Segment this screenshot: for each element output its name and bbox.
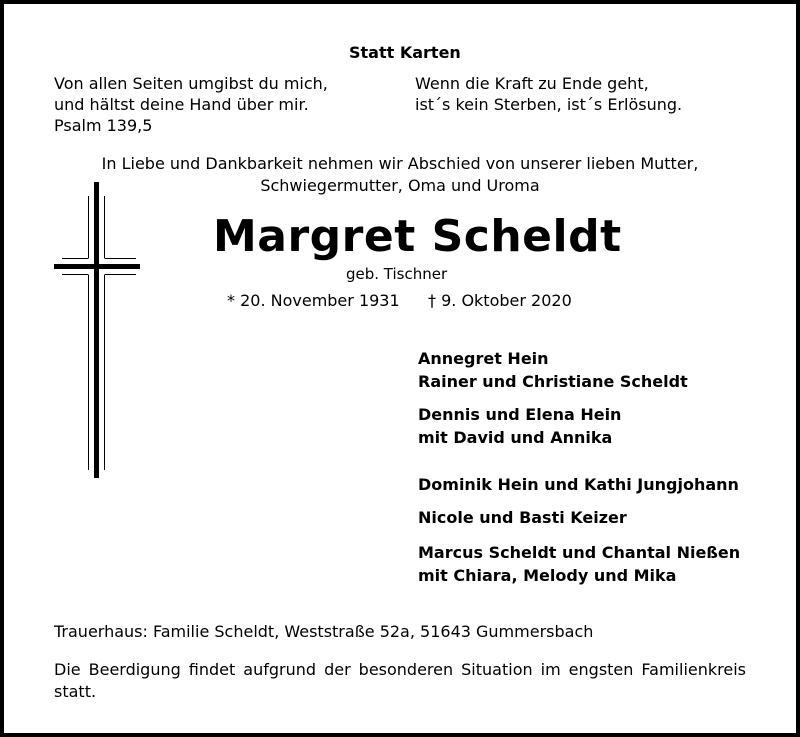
family-line: Dominik Hein und Kathi Jungjohann: [418, 475, 739, 494]
family-line: Annegret Hein: [418, 349, 549, 368]
family-line: mit David und Annika: [418, 428, 613, 447]
quote-right-line2: ist´s kein Sterben, ist´s Erlösung.: [415, 95, 683, 114]
quote-left-line2: und hältst deine Hand über mir.: [54, 95, 309, 114]
intro-line1: In Liebe und Dankbarkeit nehmen wir Abschied von unserer lieben Mutter,: [101, 154, 699, 173]
trauerhaus-address: Trauerhaus: Familie Scheldt, Weststraße 52a, 51643 Gummersbach: [54, 622, 594, 641]
family-line: mit Chiara, Melody und Mika: [418, 566, 677, 585]
quote-right-line1: Wenn die Kraft zu Ende geht,: [415, 74, 649, 93]
deceased-maiden-name: geb. Tischner: [346, 265, 448, 283]
family-line: Nicole und Basti Keizer: [418, 508, 627, 527]
family-line: Marcus Scheldt und Chantal Nießen: [418, 543, 741, 562]
family-line: Rainer und Christiane Scheldt: [418, 372, 688, 391]
quote-left-line1: Von allen Seiten umgibst du mich,: [54, 74, 328, 93]
quote-left-source: Psalm 139,5: [54, 116, 153, 135]
family-line: Dennis und Elena Hein: [418, 405, 622, 424]
cross-icon: [52, 180, 142, 480]
funeral-notice: Die Beerdigung findet aufgrund der besonderen Situation im engsten Familienkreis statt.: [54, 660, 746, 701]
birth-date: * 20. November 1931: [227, 291, 400, 310]
header-title: Statt Karten: [349, 43, 461, 62]
deceased-name: Margret Scheldt: [213, 211, 622, 262]
death-date: † 9. Oktober 2020: [428, 291, 572, 310]
intro-line2: Schwiegermutter, Oma und Uroma: [260, 176, 540, 195]
